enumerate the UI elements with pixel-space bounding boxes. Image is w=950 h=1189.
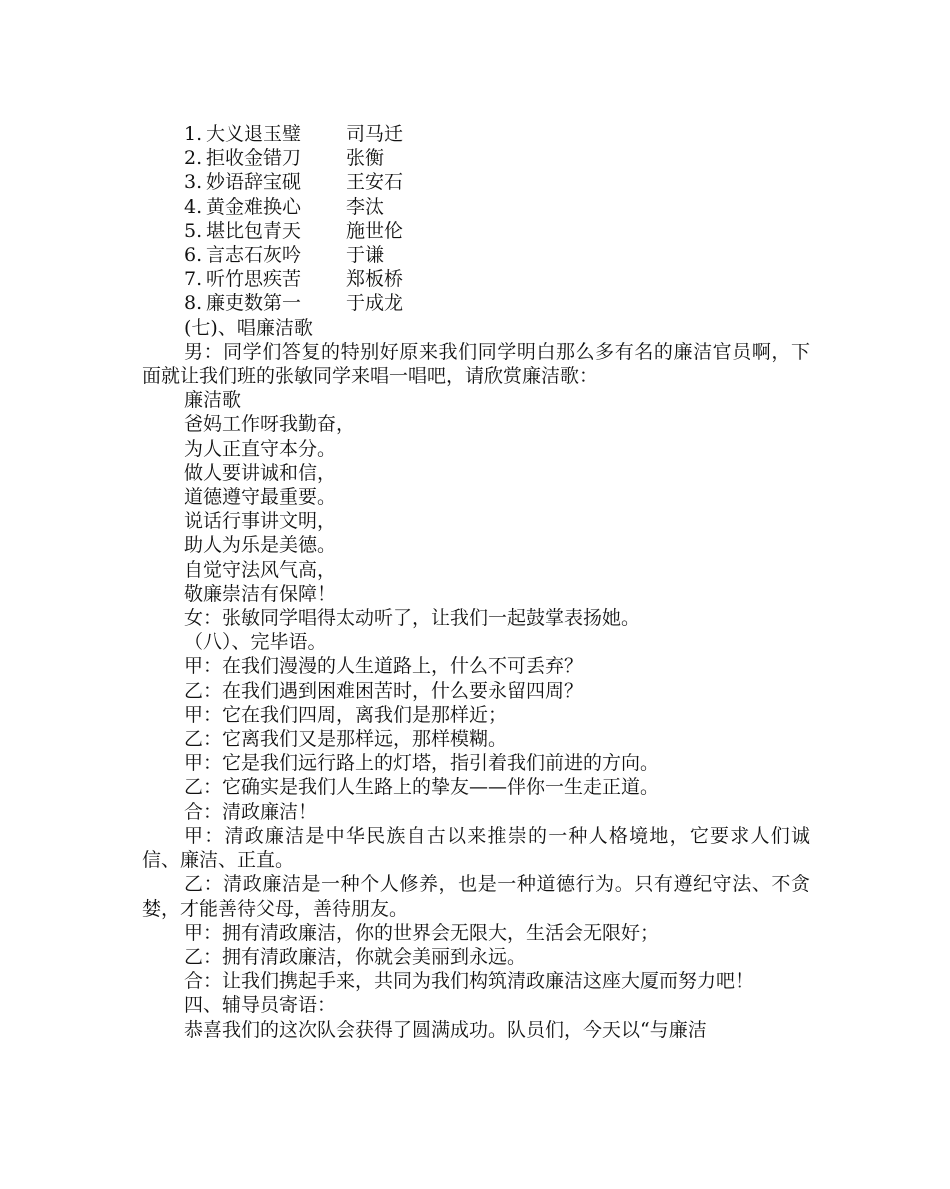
section-heading-7: (七)、唱廉洁歌: [184, 316, 313, 339]
dialogue-line: 乙：它确实是我们人生路上的挚友——伴你一生走正道。: [184, 776, 660, 799]
official-name: 司马迁: [346, 123, 404, 145]
story-title: 堪比包青天: [206, 219, 302, 242]
list-number: 2.: [184, 147, 203, 170]
counselor-message: 恭喜我们的这次队会获得了圆满成功。队员们，今天以“与廉洁: [184, 1018, 707, 1041]
dialogue-line: 乙：在我们遇到困难困苦时，什么要永留四周？: [184, 679, 584, 702]
official-name: 于谦: [346, 244, 385, 267]
dialogue-line: 乙：它离我们又是那样远，那样模糊。: [184, 728, 508, 751]
list-number: 4.: [184, 195, 203, 218]
dialogue-paragraph: 甲：清政廉洁是中华民族自古以来推崇的一种人格境地，它要求人们诚信、廉洁、正直。: [142, 824, 810, 872]
song-title: 廉洁歌: [184, 389, 242, 412]
official-name: 张衡: [346, 147, 385, 170]
section-heading-8: （八）、完毕语。: [184, 631, 327, 654]
song-line: 爸妈工作呀我勤奋，: [184, 413, 356, 436]
dialogue-paragraph: 合：让我们携起手来，共同为我们构筑清政廉洁这座大厦而努力吧！: [184, 970, 755, 993]
dialogue-line: 合：清政廉洁！: [184, 800, 318, 823]
story-title: 听竹思疾苦: [206, 268, 302, 291]
official-name: 施世伦: [346, 219, 404, 242]
list-item: [142, 243, 810, 267]
list-number: 7.: [184, 268, 203, 291]
dialogue-paragraph: 乙：清政廉洁是一种个人修养，也是一种道德行为。只有遵纪守法、不贪婪，才能善待父母，善待朋友。: [142, 873, 810, 920]
official-name: 郑板桥: [346, 268, 404, 291]
story-title: 言志石灰吟: [206, 244, 302, 267]
female-host-comment: 女：张敏同学唱得太动听了，让我们一起鼓掌表扬她。: [184, 607, 641, 630]
song-line: 敬廉崇洁有保障！: [184, 582, 337, 605]
list-item: [142, 195, 810, 219]
dialogue-line: 乙：拥有清政廉洁，你就会美丽到永远。: [184, 945, 527, 968]
song-line: 道德遵守最重要。: [184, 486, 337, 509]
list-number: 1.: [184, 123, 203, 145]
song-line: 助人为乐是美德。: [184, 534, 337, 557]
song-line: 说话行事讲文明，: [184, 510, 337, 533]
list-number: 5.: [184, 219, 203, 242]
dialogue-line: 甲：它在我们四周，离我们是那样近；: [184, 703, 508, 726]
story-title: 拒收金错刀: [206, 147, 302, 170]
story-title: 廉吏数第一: [206, 292, 302, 315]
list-item: [142, 146, 810, 170]
list-number: 3.: [184, 171, 203, 194]
list-item: [142, 267, 810, 291]
official-name: 王安石: [346, 171, 404, 194]
official-name: 李汰: [346, 195, 385, 218]
section-heading-4: 四、辅导员寄语：: [184, 994, 337, 1017]
official-name: 于成龙: [346, 292, 404, 315]
song-line: 自觉守法风气高，: [184, 558, 337, 581]
list-item: [142, 291, 810, 315]
story-title: 大义退玉璧: [206, 123, 302, 145]
male-host-intro: 男：同学们答复的特别好原来我们同学明白那么多有名的廉洁官员啊，下面就让我们班的张敏同学来唱一唱吧，请欣赏廉洁歌：: [142, 340, 810, 388]
dialogue-line: 甲：它是我们远行路上的灯塔，指引着我们前进的方向。: [184, 752, 660, 775]
song-line: 做人要讲诚和信，: [184, 461, 337, 484]
story-title: 妙语辞宝砚: [206, 171, 302, 194]
upright-officials-list: [142, 122, 810, 316]
list-number: 6.: [184, 244, 203, 267]
list-item: [142, 170, 810, 194]
list-item: [142, 219, 810, 243]
list-item: [142, 122, 810, 146]
list-number: 8.: [184, 292, 203, 315]
song-line: 为人正直守本分。: [184, 437, 337, 460]
dialogue-line: 甲：在我们漫漫的人生道路上，什么不可丢弃？: [184, 655, 584, 678]
dialogue-line: 甲：拥有清政廉洁，你的世界会无限大，生活会无限好；: [184, 921, 660, 944]
story-title: 黄金难换心: [206, 195, 302, 218]
document-page: [142, 122, 810, 1042]
